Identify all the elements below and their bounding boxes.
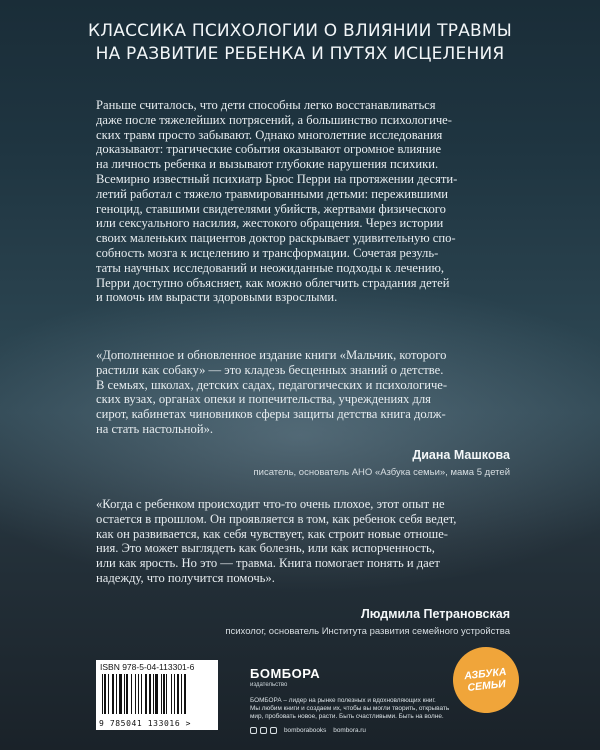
heading-line-2: НА РАЗВИТИЕ РЕБЕНКА И ПУТЯХ ИСЦЕЛЕНИЯ (95, 44, 505, 64)
description-line: или сексуального насилия, жестокого обращения. Через истории (96, 216, 444, 231)
publisher-logo: БОМБОРА (250, 666, 321, 681)
barcode-digits: 9 785041 133016 > (99, 719, 192, 728)
barcode-bar (174, 674, 175, 714)
heading-line-1: КЛАССИКА ПСИХОЛОГИИ О ВЛИЯНИИ ТРАВМЫ (88, 21, 512, 41)
quote-1-attribution (254, 448, 510, 478)
quote-2-author-description: психолог, основатель Института развития семейного устройства (225, 626, 510, 637)
description-line: летий работал с тяжело травмированными детьми: пережившими (96, 186, 449, 201)
quote-1-author-description: писатель, основатель АНО «Азбука семьи», мама 5 детей (253, 467, 510, 478)
quote-line: или как ярость. Но это — травма. Книга помогает понять и дает (96, 556, 440, 571)
barcode-bar (108, 674, 109, 714)
description-line: даже после тяжелейших потрясений, а большинство психологиче- (96, 112, 452, 127)
quote-line: «Дополненное и обновленное издание книги «Мальчик, которого (96, 348, 447, 362)
quote-line: на стать настольной». (96, 421, 214, 436)
barcode-bar (119, 674, 122, 714)
description-line: геноцид, ставшими свидетелями убийств, жертвами физического (96, 201, 446, 216)
publisher-description-line: БОМБОРА – лидер на рынке полезных и вдохновляющих книг. (250, 697, 436, 704)
publisher-description-line: Мы любим книги и создаем их, чтобы вы могли творить, открывать (250, 705, 450, 712)
description-line: собность мозга к исцелению и трансформации. Сочетая резуль- (96, 245, 439, 260)
barcode-bar (135, 674, 136, 714)
publisher-website[interactable]: bombora.ru (333, 727, 366, 734)
barcode-bar (104, 674, 106, 714)
barcode-bar (177, 674, 179, 714)
telegram-icon[interactable] (260, 727, 267, 734)
vk-icon[interactable] (250, 727, 257, 734)
description-line: своих маленьких пациентов доктор раскрывает удивительную спо- (96, 231, 456, 246)
quote-line: остается в прошлом. Он проявляется в том, как ребенок себя ведет, (96, 511, 457, 526)
description-line: и помочь им вырасти здоровыми взрослыми. (96, 290, 338, 305)
barcode-bar (141, 674, 142, 714)
barcode-bar (155, 674, 158, 714)
youtube-icon[interactable] (270, 727, 277, 734)
barcode-bar (171, 674, 172, 714)
testimonial-quote-1 (96, 348, 526, 437)
barcode-bar (181, 674, 182, 714)
quote-line: как он развивается, как себя чувствует, как строит новые отноше- (96, 526, 449, 541)
description-line: ских травм просто забывают. Однако многолетние исследования (96, 127, 443, 142)
azbuka-semi-badge (450, 644, 523, 717)
badge-line-1: АЗБУКА (463, 665, 508, 683)
quote-line: В семьях, школах, детских садах, педагогических и психологиче- (96, 377, 448, 392)
quote-2-attribution (225, 607, 510, 637)
quote-line: ния. Это может выглядеть как болезнь, или как испорченность, (96, 541, 435, 556)
publisher-description-line: мир, пробовать новое, расти. Быть счастливыми. Быть на волне. (250, 713, 444, 720)
description-line: таты научных исследований и неожиданные подходы к лечению, (96, 260, 445, 275)
quote-line: растили как собаку» — это кладезь бесценных знаний о детстве. (96, 362, 444, 377)
quote-line: «Когда с ребенком происходит что-то очень плохое, этот опыт не (96, 497, 445, 511)
testimonial-quote-2 (96, 497, 526, 586)
publisher-description (250, 697, 450, 721)
barcode-bar (112, 674, 114, 714)
barcode-bar (116, 674, 117, 714)
barcode-bar (149, 674, 151, 714)
badge-line-2: СЕМЬИ (466, 677, 507, 694)
publisher-social (250, 727, 450, 734)
description-line: Раньше считалось, что дети способны легко восстанавливаться (96, 98, 436, 112)
description-line: Перри доступно объясняет, как можно облегчить страдания детей (96, 275, 450, 290)
barcode-bar (145, 674, 148, 714)
quote-2-author-name: Людмила Петрановская (360, 607, 510, 621)
description-line: доказывают: трагические события оказывают огромное влияние (96, 142, 442, 157)
quote-line: надежду, что получится помочь». (96, 570, 275, 585)
barcode-bar (124, 674, 125, 714)
isbn-barcode (96, 660, 218, 730)
isbn-number: ISBN 978-5-04-113301-6 (100, 662, 195, 672)
barcode-bar (102, 674, 103, 714)
barcode-bar (138, 674, 140, 714)
barcode-bar (161, 674, 162, 714)
barcode-bar (166, 674, 167, 714)
barcode-bar (184, 674, 187, 714)
barcode-bar (126, 674, 128, 714)
book-description (96, 98, 526, 305)
description-line: Всемирно известный психиатр Брюс Перри на протяжении десяти- (96, 171, 458, 186)
publisher-block (250, 666, 450, 734)
description-line: на личность ребенка и вызывают глубокие нарушения психики. (96, 157, 439, 172)
barcode-bars (102, 674, 212, 718)
quote-line: сирот, кабинетах чиновников сферы защиты детства книга долж- (96, 407, 446, 422)
social-handle[interactable]: bomborabooks (284, 727, 327, 734)
barcode-bar (163, 674, 165, 714)
cover-heading (40, 20, 560, 66)
barcode-bar (131, 674, 132, 714)
barcode-bar (153, 674, 154, 714)
quote-line: ских вузах, органах опеки и попечительства, учреждениях для (96, 392, 431, 407)
quote-1-author-name: Диана Машкова (412, 448, 510, 462)
publisher-logo-subtitle: издательство (250, 682, 288, 688)
